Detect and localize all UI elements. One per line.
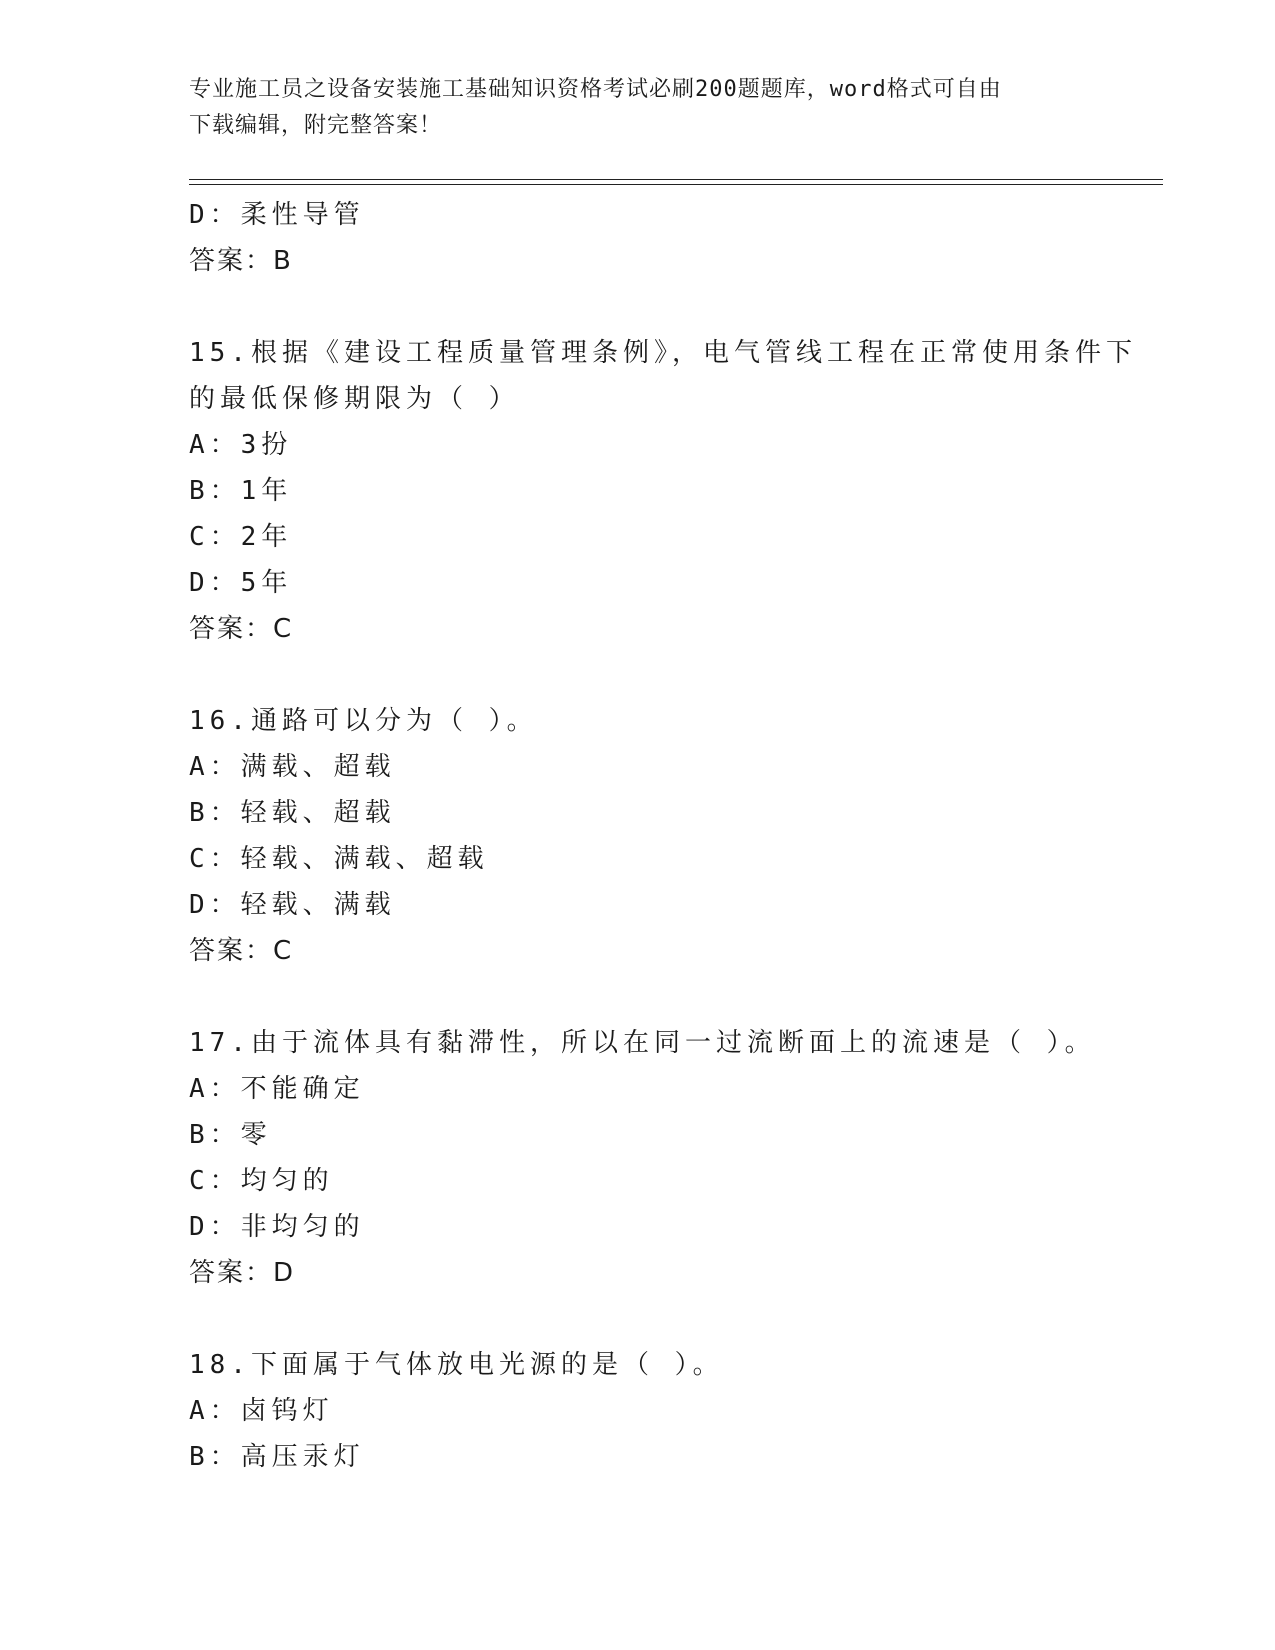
question-title: 15.根据《建设工程质量管理条例》，电气管线工程在正常使用条件下 bbox=[189, 338, 1137, 368]
question-title: 16.通路可以分为（ ）。 bbox=[189, 706, 538, 736]
header-line-2: 下载编辑，附完整答案！ bbox=[189, 113, 443, 138]
option-a: A：3扮 bbox=[189, 430, 293, 460]
question-18 bbox=[189, 1342, 1089, 1480]
question-17 bbox=[189, 1020, 1096, 1296]
option-b: B：高压汞灯 bbox=[189, 1442, 365, 1472]
question-title-cont: 的最低保修期限为（ ） bbox=[189, 384, 520, 414]
answer-line: 答案：C bbox=[189, 936, 294, 966]
option-a: A：满载、超载 bbox=[189, 752, 396, 782]
question-15 bbox=[189, 330, 1137, 652]
option-b: B：轻载、超载 bbox=[189, 798, 396, 828]
answer-line: 答案：B bbox=[189, 246, 293, 276]
question-content bbox=[189, 192, 1137, 1480]
option-b: B：1年 bbox=[189, 476, 293, 506]
option-a: A：卤钨灯 bbox=[189, 1396, 334, 1426]
header-divider-top bbox=[189, 179, 1163, 180]
question-16 bbox=[189, 698, 1089, 974]
option-a: A：不能确定 bbox=[189, 1074, 365, 1104]
header-line-1: 专业施工员之设备安装施工基础知识资格考试必刷200题题库，word格式可自由 bbox=[189, 77, 1002, 102]
option-d: D：柔性导管 bbox=[189, 200, 365, 230]
option-c: C：均匀的 bbox=[189, 1166, 334, 1196]
option-d: D：非均匀的 bbox=[189, 1212, 365, 1242]
option-b: B：零 bbox=[189, 1120, 272, 1150]
option-c: C：2年 bbox=[189, 522, 293, 552]
document-header bbox=[189, 72, 1069, 144]
answer-line: 答案：C bbox=[189, 614, 294, 644]
option-c: C：轻载、满载、超载 bbox=[189, 844, 489, 874]
answer-line: 答案：D bbox=[189, 1258, 296, 1288]
header-divider-bottom bbox=[189, 184, 1163, 185]
question-title: 18.下面属于气体放电光源的是（ ）。 bbox=[189, 1350, 724, 1380]
option-d: D：5年 bbox=[189, 568, 293, 598]
option-d: D：轻载、满载 bbox=[189, 890, 396, 920]
question-title: 17.由于流体具有黏滞性，所以在同一过流断面上的流速是（ ）。 bbox=[189, 1028, 1096, 1058]
